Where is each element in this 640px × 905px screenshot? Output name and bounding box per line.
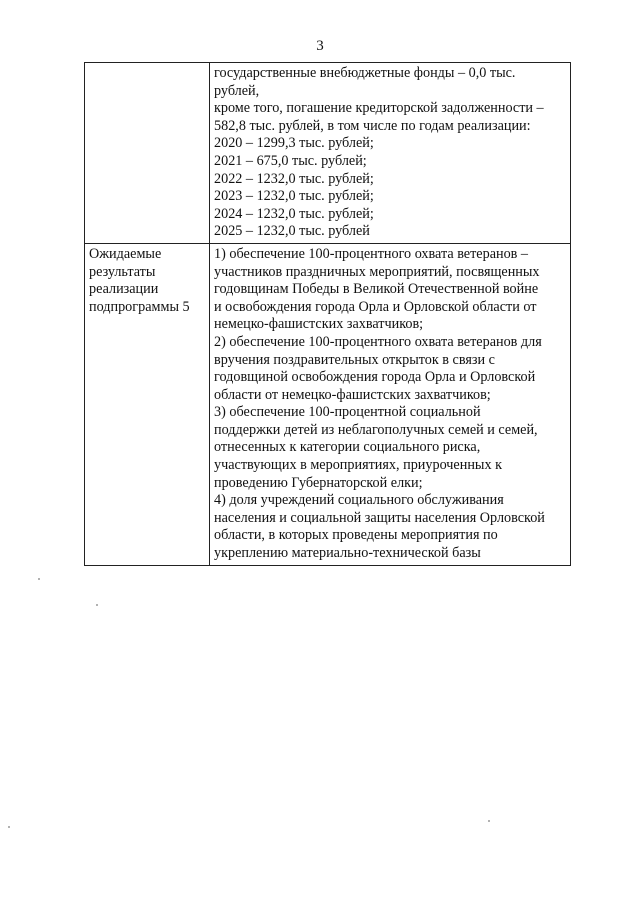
text-line: кроме того, погашение кредиторской задолженности – bbox=[214, 100, 544, 117]
text-line: отнесенных к категории социального риска, bbox=[214, 439, 481, 456]
subprogram-table bbox=[84, 62, 571, 566]
text-line: рублей, bbox=[214, 82, 260, 99]
text-line: и освобождения города Орла и Орловской области от bbox=[214, 298, 537, 315]
text-line: 1) обеспечение 100-процентного охвата ветеранов – bbox=[214, 245, 529, 262]
text-line: 2024 – 1232,0 тыс. рублей; bbox=[214, 205, 374, 222]
text-line: немецко-фашистских захватчиков; bbox=[214, 316, 424, 333]
text-line: 2023 – 1232,0 тыс. рублей; bbox=[214, 188, 374, 205]
table-cell-expected-results-text bbox=[210, 243, 571, 565]
text-line: 2022 – 1232,0 тыс. рублей; bbox=[214, 170, 374, 187]
scan-speck bbox=[38, 578, 40, 580]
text-line: укреплению материально-технической базы bbox=[214, 545, 481, 562]
text-line: 2025 – 1232,0 тыс. рублей bbox=[214, 223, 370, 240]
text-line: 2020 – 1299,3 тыс. рублей; bbox=[214, 135, 374, 152]
table-cell-expected-results-label bbox=[85, 243, 210, 565]
scan-speck bbox=[96, 604, 98, 606]
text-line: участников праздничных мероприятий, посвященных bbox=[214, 263, 540, 280]
scan-speck bbox=[488, 820, 490, 822]
label-line: результаты bbox=[89, 263, 156, 280]
text-line: годовщинам Победы в Великой Отечественной войне bbox=[214, 281, 539, 298]
text-line: участвующих в мероприятиях, приуроченных к bbox=[214, 457, 502, 474]
label-line: реализации bbox=[89, 281, 159, 298]
text-line: 4) доля учреждений социального обслуживания bbox=[214, 492, 504, 509]
text-line: области от немецко-фашистских захватчиков; bbox=[214, 386, 491, 403]
text-line: поддержки детей из неблагополучных семей и семей, bbox=[214, 421, 538, 438]
text-line: государственные внебюджетные фонды – 0,0 тыс. bbox=[214, 65, 516, 81]
text-line: 2021 – 675,0 тыс. рублей; bbox=[214, 152, 367, 169]
text-line: населения и социальной защиты населения Орловской bbox=[214, 509, 545, 526]
text-line: годовщиной освобождения города Орла и Орловской bbox=[214, 369, 536, 386]
text-line: вручения поздравительных открыток в связи с bbox=[214, 351, 495, 368]
scan-speck bbox=[8, 826, 10, 828]
label-line: подпрограммы 5 bbox=[89, 298, 190, 315]
table-row-financing bbox=[85, 63, 571, 244]
table-row-expected-results bbox=[85, 243, 571, 565]
text-line: 2) обеспечение 100-процентного охвата ветеранов для bbox=[214, 333, 542, 350]
text-line: проведению Губернаторской елки; bbox=[214, 474, 423, 491]
text-line: 3) обеспечение 100-процентной социальной bbox=[214, 404, 481, 421]
table-cell-financing-text bbox=[210, 63, 571, 244]
text-line: области, в которых проведены мероприятия по bbox=[214, 527, 498, 544]
text-line: 582,8 тыс. рублей, в том числе по годам реализации: bbox=[214, 117, 531, 134]
page-number: 3 bbox=[316, 38, 324, 54]
table-cell-label-empty bbox=[85, 63, 210, 244]
label-line: Ожидаемые bbox=[89, 245, 162, 262]
